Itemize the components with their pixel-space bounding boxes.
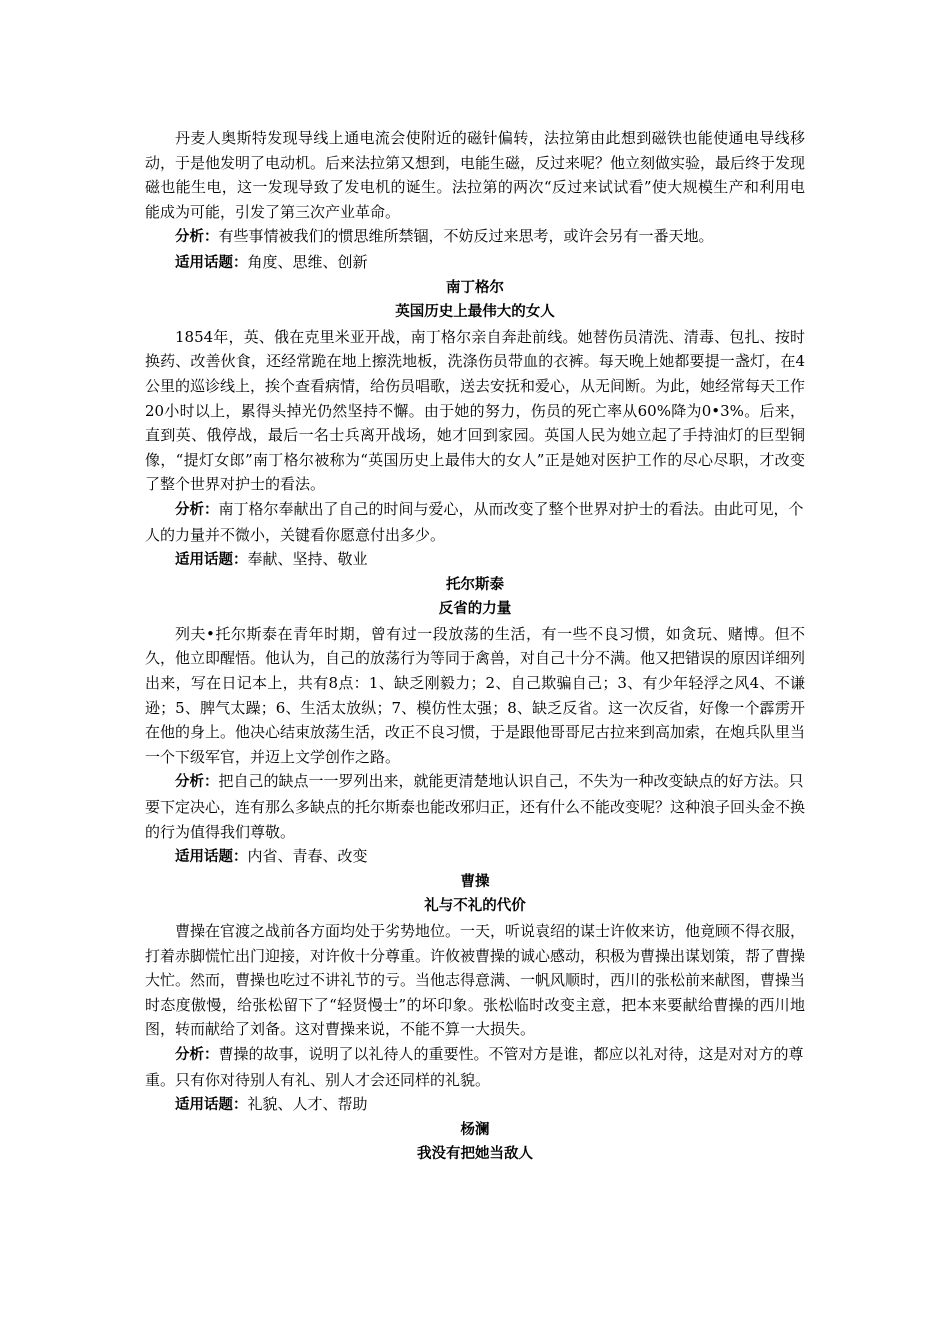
analysis-label: 分析： bbox=[175, 1046, 219, 1063]
analysis-label: 分析： bbox=[175, 501, 219, 518]
topic-text: 礼貌、人才、帮助 bbox=[247, 1095, 368, 1114]
topic-label: 适用话题： bbox=[175, 1097, 248, 1114]
section-name: 托尔斯泰 bbox=[446, 576, 504, 593]
section-name: 南丁格尔 bbox=[446, 279, 504, 296]
intro-paragraph: 丹麦人奥斯特发现导线上通电流会使附近的磁针偏转，法拉第由此想到磁铁也能使通电导线移动，于是他发明了电动机。后来法拉第又想到，电能生磁，反过来呢？他立刻做实验，最后终于发现磁也能生电，这一发现导致了发电机的诞生。法拉第的两次“反过来试试看”使大规模生产和利用电能成为可能，引发了第三次产业革命。 bbox=[145, 129, 806, 221]
section-name: 曹操 bbox=[460, 873, 490, 890]
section-analysis bbox=[145, 497, 805, 547]
document-page bbox=[145, 126, 805, 1167]
topic-text: 奉献、坚持、敬业 bbox=[247, 550, 368, 569]
analysis-text: 有些事情被我们的惯思维所禁锢，不妨反过来思考，或许会另有一番天地。 bbox=[218, 227, 714, 246]
section-paragraph: 1854年，英、俄在克里米亚开战，南丁格尔亲自奔赴前线。她替伤员清洗、清毒、包扎、按时换药、改善伙食，还经常跪在地上擦洗地板，洗涤伤员带血的衣裤。每天晚上她都要提一盏灯，在4公里的巡诊线上，挨个查看病情，给伤员唱歌，送去安抚和爱心，从无间断。为此，她经常每天工作20小时以上，累得头掉光仍然坚持不懈。由于她的努力，伤员的死亡率从60%降为0•3%。后来，直到英、俄停战，最后一名士兵离开战场，她才回到家园。英国人民为她立起了手持油灯的巨型铜像，“提灯女郎”南丁格尔被称为“英国历史上最伟大的女人”正是她对医护工作的尽心尽职，才改变了整个世界对护士的看法。 bbox=[145, 327, 806, 494]
topic-text: 内省、青春、改变 bbox=[247, 847, 368, 866]
section-title: 我没有把她当敌人 bbox=[417, 1146, 533, 1163]
analysis-text: 南丁格尔奉献出了自己的时间与爱心，从而改变了整个世界对护士的看法。由此可见，个人的力量并不微小，关键看你愿意付出多少。 bbox=[145, 499, 804, 544]
section-analysis bbox=[145, 1042, 805, 1092]
topic-text: 角度、思维、创新 bbox=[247, 252, 368, 271]
topic-label: 适用话题： bbox=[175, 849, 248, 866]
section-paragraph: 曹操在官渡之战前各方面均处于劣势地位。一天，听说袁绍的谋士许攸来访，他竟顾不得衣服，打着赤脚慌忙出门迎接，对许攸十分尊重。许攸被曹操的诚心感动，积极为曹操出谋划策，帮了曹操大忙。然而，曹操也吃过不讲礼节的亏。当他志得意满、一帆风顺时，西川的张松前来献图，曹操当时态度傲慢，给张松留下了“轻贤慢士”的坏印象。张松临时改变主意，把本来要献给曹操的西川地图，转而献给了刘备。这对曹操来说，不能不算一大损失。 bbox=[145, 922, 806, 1039]
intro-analysis bbox=[145, 224, 805, 250]
section-title: 英国历史上最伟大的女人 bbox=[395, 304, 555, 321]
analysis-label: 分析： bbox=[175, 229, 219, 246]
topic-label: 适用话题： bbox=[175, 254, 248, 271]
section-name: 杨澜 bbox=[460, 1121, 490, 1138]
analysis-text: 把自己的缺点一一罗列出来，就能更清楚地认识自己，不失为一种改变缺点的好方法。只要下定决心，连有那么多缺点的托尔斯泰也能改邪归正，还有什么不能改变呢？这种浪子回头金不换的行为值得我们尊敬。 bbox=[145, 772, 806, 841]
analysis-label: 分析： bbox=[175, 774, 219, 791]
section-topic bbox=[145, 1092, 805, 1118]
section-analysis bbox=[145, 769, 805, 844]
section-topic bbox=[145, 547, 805, 573]
analysis-text: 曹操的故事，说明了以礼待人的重要性。不管对方是谁，都应以礼对待，这是对对方的尊重。只有你对待别人有礼、别人才会还同样的礼貌。 bbox=[145, 1044, 804, 1089]
section-topic bbox=[145, 844, 805, 870]
section-title: 反省的力量 bbox=[438, 601, 512, 618]
section-title: 礼与不礼的代价 bbox=[424, 898, 526, 915]
intro-topic bbox=[145, 250, 805, 276]
section-paragraph: 列夫•托尔斯泰在青年时期，曾有过一段放荡的生活，有一些不良习惯，如贪玩、赌博。但不久，他立即醒悟。他认为，自己的放荡行为等同于禽兽，对自己十分不满。他又把错误的原因详细列出来，写在日记本上，共有8点：1、缺乏刚毅力；2、自己欺骗自己；3、有少年轻浮之风4、不谦逊；5、脾气太躁；6、生活太放纵；7、模仿性太强；8、缺乏反省。这一次反省，好像一个霹雳开在他的身上。他决心结束放荡生活，改正不良习惯，于是跟他哥哥尼古拉来到高加索，在炮兵队里当一个下级军官，并迈上文学创作之路。 bbox=[145, 624, 806, 766]
topic-label: 适用话题： bbox=[175, 552, 248, 569]
